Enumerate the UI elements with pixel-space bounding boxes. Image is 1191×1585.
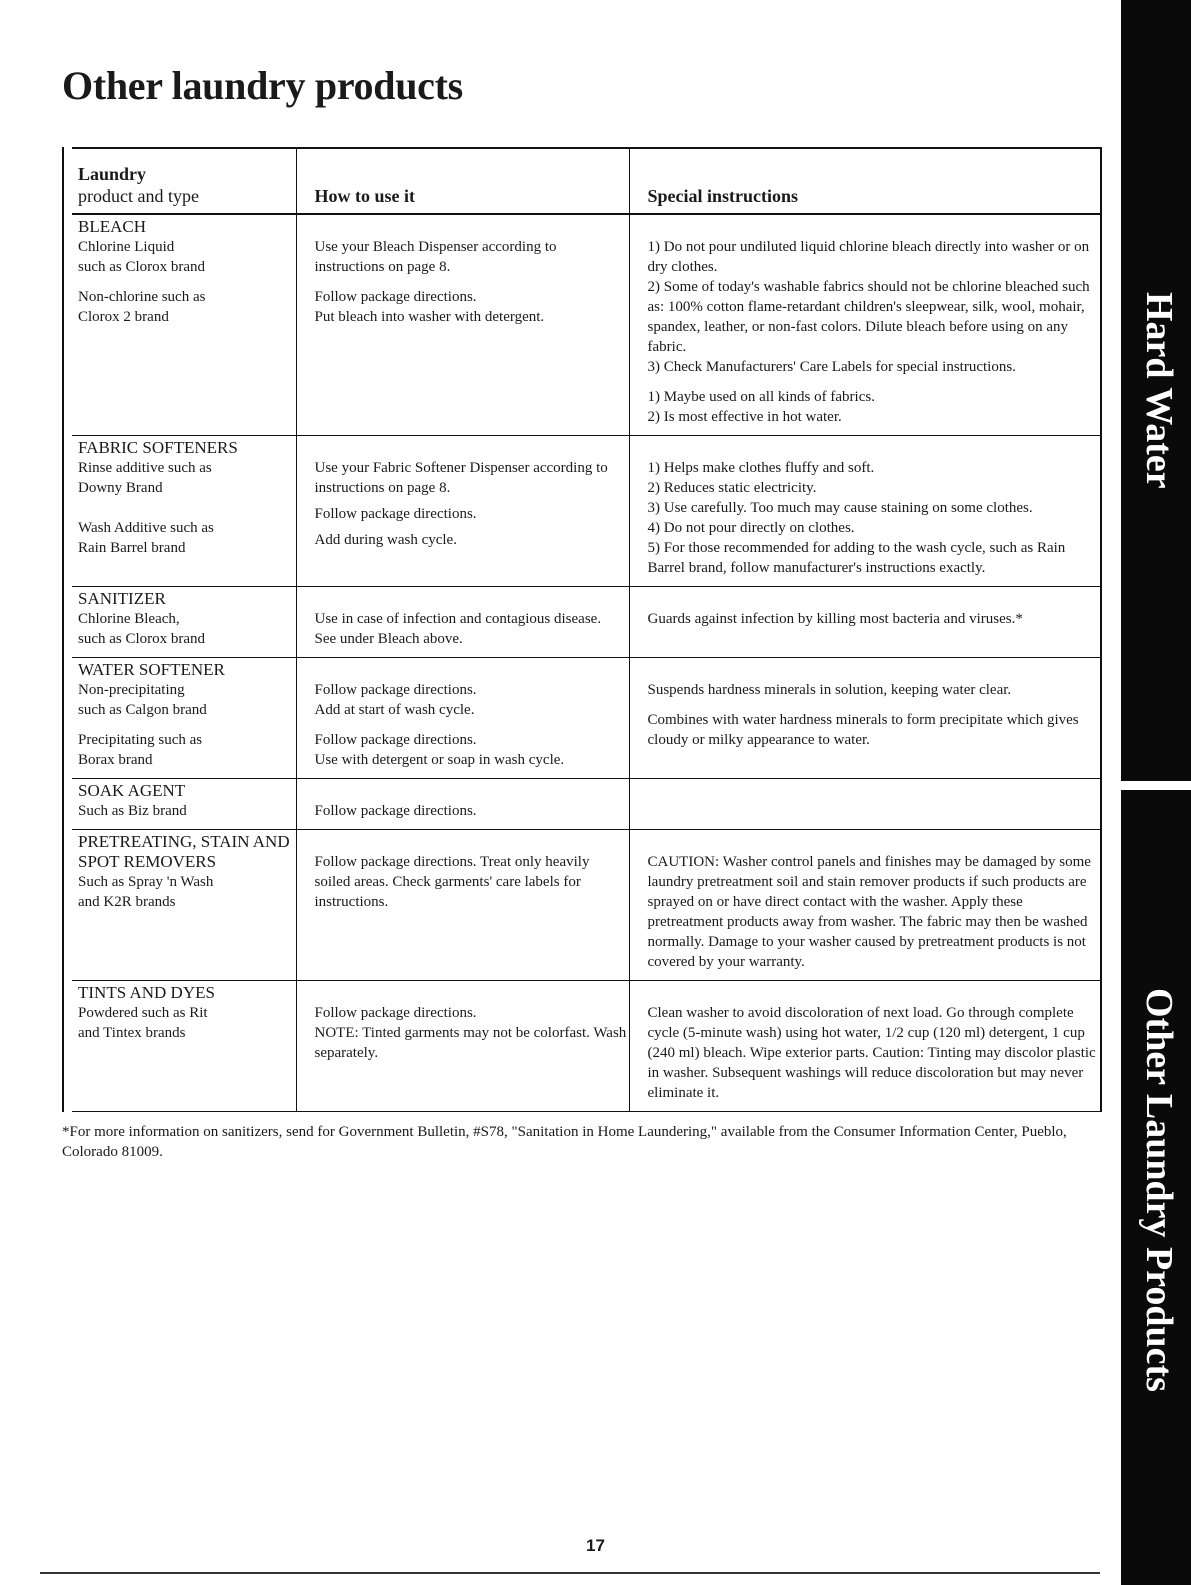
header-product-line2: product and type xyxy=(78,186,199,206)
how-line: Put bleach into washer with detergent. xyxy=(314,309,545,325)
cell-product xyxy=(72,981,296,1112)
laundry-products-table xyxy=(72,149,1102,1112)
how-line: Use with detergent or soap in wash cycle. xyxy=(314,752,565,768)
table-header-row xyxy=(72,149,1102,214)
table-row xyxy=(72,779,1102,830)
special-line: 3) Use carefully. Too much may cause staining on some clothes. xyxy=(647,500,1033,516)
product-category: WATER SOFTENER xyxy=(78,660,225,679)
product-line: Powdered such as Rit xyxy=(78,1005,208,1021)
cell-special-instructions xyxy=(629,587,1102,658)
special-line: Clean washer to avoid discoloration of next load. Go through complete cycle (5-minute wash) using hot water, 1/2 cup (120 ml) detergent, 1 cup (240 ml) bleach. Wipe exterior parts. Caution: Tinting may discolor plastic in washer. Subsequent washings will reduce discoloration but may never eliminate it. xyxy=(647,1005,1096,1101)
product-line: Precipitating such as xyxy=(78,732,203,748)
special-line: 2) Some of today's washable fabrics should not be chlorine bleached such as: 100% cotton flame-retardant children's sleepwear, silk, wool, mohair, spandex, leather, or non-fast colors. Dilute bleach before using on any fabric. xyxy=(647,279,1090,355)
product-category: SANITIZER xyxy=(78,589,166,608)
cell-product xyxy=(72,830,296,981)
cell-how-to-use xyxy=(296,587,629,658)
cell-product xyxy=(72,779,296,830)
product-line xyxy=(78,498,296,518)
table-body xyxy=(72,214,1102,1112)
cell-how-to-use xyxy=(296,658,629,779)
product-line: Clorox 2 brand xyxy=(78,309,169,325)
special-line: CAUTION: Washer control panels and finishes may be damaged by some laundry pretreatment soil and stain remover products if such products are sprayed on or have direct contact with the washer. Apply these pretreatment products away from washer. The fabric may then be washed normally. Damage to your washer caused by pretreatment products is not covered by your warranty. xyxy=(647,854,1091,970)
table-row xyxy=(72,436,1102,587)
special-line: Suspends hardness minerals in solution, keeping water clear. xyxy=(647,682,1012,698)
side-tab-label: Other Laundry Products xyxy=(1138,988,1180,1392)
header-product-line1: Laundry xyxy=(78,164,147,184)
header-how-to-use: How to use it xyxy=(296,149,629,214)
product-category: BLEACH xyxy=(78,217,146,236)
side-tab-hard-water xyxy=(1121,0,1191,781)
product-line: and K2R brands xyxy=(78,894,176,910)
product-line: Borax brand xyxy=(78,752,153,768)
table-row xyxy=(72,658,1102,779)
cell-how-to-use xyxy=(296,214,629,436)
cell-how-to-use xyxy=(296,779,629,830)
special-line: 2) Is most effective in hot water. xyxy=(647,409,842,425)
product-category: SOAK AGENT xyxy=(78,781,186,800)
cell-special-instructions xyxy=(629,658,1102,779)
table-left-border xyxy=(62,147,64,1112)
how-line: Follow package directions. xyxy=(314,803,477,819)
how-line: Follow package directions. xyxy=(314,732,477,748)
cell-special-instructions xyxy=(629,981,1102,1112)
special-line: 3) Check Manufacturers' Care Labels for special instructions. xyxy=(647,359,1016,375)
special-line: 5) For those recommended for adding to the wash cycle, such as Rain Barrel brand, follow manufacturer's instructions exactly. xyxy=(647,540,1066,576)
product-line: such as Clorox brand xyxy=(78,259,206,275)
product-category: TINTS AND DYES xyxy=(78,983,215,1002)
product-line: Chlorine Bleach, xyxy=(78,611,180,627)
how-line: Add at start of wash cycle. xyxy=(314,702,475,718)
table-row xyxy=(72,830,1102,981)
side-tab-other-laundry-products xyxy=(1121,790,1191,1585)
side-tab-label: Hard Water xyxy=(1138,292,1180,489)
how-line: Add during wash cycle. xyxy=(314,532,457,548)
cell-how-to-use xyxy=(296,981,629,1112)
cell-special-instructions xyxy=(629,830,1102,981)
cell-special-instructions xyxy=(629,779,1102,830)
cell-special-instructions xyxy=(629,436,1102,587)
product-line: such as Clorox brand xyxy=(78,631,206,647)
special-line: 2) Reduces static electricity. xyxy=(647,480,817,496)
cell-product xyxy=(72,436,296,587)
product-line: Rain Barrel brand xyxy=(78,540,186,556)
how-line: Follow package directions. xyxy=(314,506,477,522)
header-special-instructions: Special instructions xyxy=(629,149,1102,214)
product-line: such as Calgon brand xyxy=(78,702,207,718)
page-number: 17 xyxy=(586,1536,605,1555)
how-line: Follow package directions. Treat only heavily soiled areas. Check garments' care labels for instructions. xyxy=(314,854,590,910)
special-line: 1) Maybe used on all kinds of fabrics. xyxy=(647,389,875,405)
bottom-rule xyxy=(40,1572,1100,1574)
product-line: Such as Biz brand xyxy=(78,803,187,819)
special-line: 4) Do not pour directly on clothes. xyxy=(647,520,855,536)
table-row xyxy=(72,587,1102,658)
cell-product xyxy=(72,587,296,658)
header-product-type xyxy=(72,149,296,214)
table-row xyxy=(72,214,1102,436)
cell-how-to-use xyxy=(296,436,629,587)
special-line: Guards against infection by killing most bacteria and viruses.* xyxy=(647,611,1023,627)
cell-special-instructions xyxy=(629,214,1102,436)
how-line: Use in case of infection and contagious disease. xyxy=(314,611,602,627)
product-line: Non-chlorine such as xyxy=(78,289,206,305)
special-line: Combines with water hardness minerals to form precipitate which gives cloudy or milky appearance to water. xyxy=(647,712,1079,748)
product-line: Chlorine Liquid xyxy=(78,239,175,255)
product-line: Wash Additive such as xyxy=(78,520,214,536)
product-line: Such as Spray 'n Wash xyxy=(78,874,214,890)
special-line: 1) Do not pour undiluted liquid chlorine bleach directly into washer or on dry clothes. xyxy=(647,239,1090,275)
how-line: Use your Bleach Dispenser according to instructions on page 8. xyxy=(314,239,557,275)
product-line: Downy Brand xyxy=(78,480,163,496)
cell-product xyxy=(72,658,296,779)
cell-product xyxy=(72,214,296,436)
product-line: Non-precipitating xyxy=(78,682,185,698)
footnote: *For more information on sanitizers, send for Government Bulletin, #S78, "Sanitation in Home Laundering," available from the Consumer Information Center, Pueblo, Colorado 81009. xyxy=(62,1124,1067,1160)
how-line: Follow package directions. xyxy=(314,289,477,305)
product-category: FABRIC SOFTENERS xyxy=(78,438,238,457)
product-line: Rinse additive such as xyxy=(78,460,212,476)
product-category: PRETREATING, STAIN AND SPOT REMOVERS xyxy=(78,832,290,871)
how-line: NOTE: Tinted garments may not be colorfast. Wash separately. xyxy=(314,1025,627,1061)
special-line: 1) Helps make clothes fluffy and soft. xyxy=(647,460,875,476)
how-line: Follow package directions. xyxy=(314,1005,477,1021)
how-line: Follow package directions. xyxy=(314,682,477,698)
page-title: Other laundry products xyxy=(62,63,463,108)
table-row xyxy=(72,981,1102,1112)
cell-how-to-use xyxy=(296,830,629,981)
product-line: and Tintex brands xyxy=(78,1025,186,1041)
how-line: See under Bleach above. xyxy=(314,631,463,647)
how-line: Use your Fabric Softener Dispenser according to instructions on page 8. xyxy=(314,460,608,496)
